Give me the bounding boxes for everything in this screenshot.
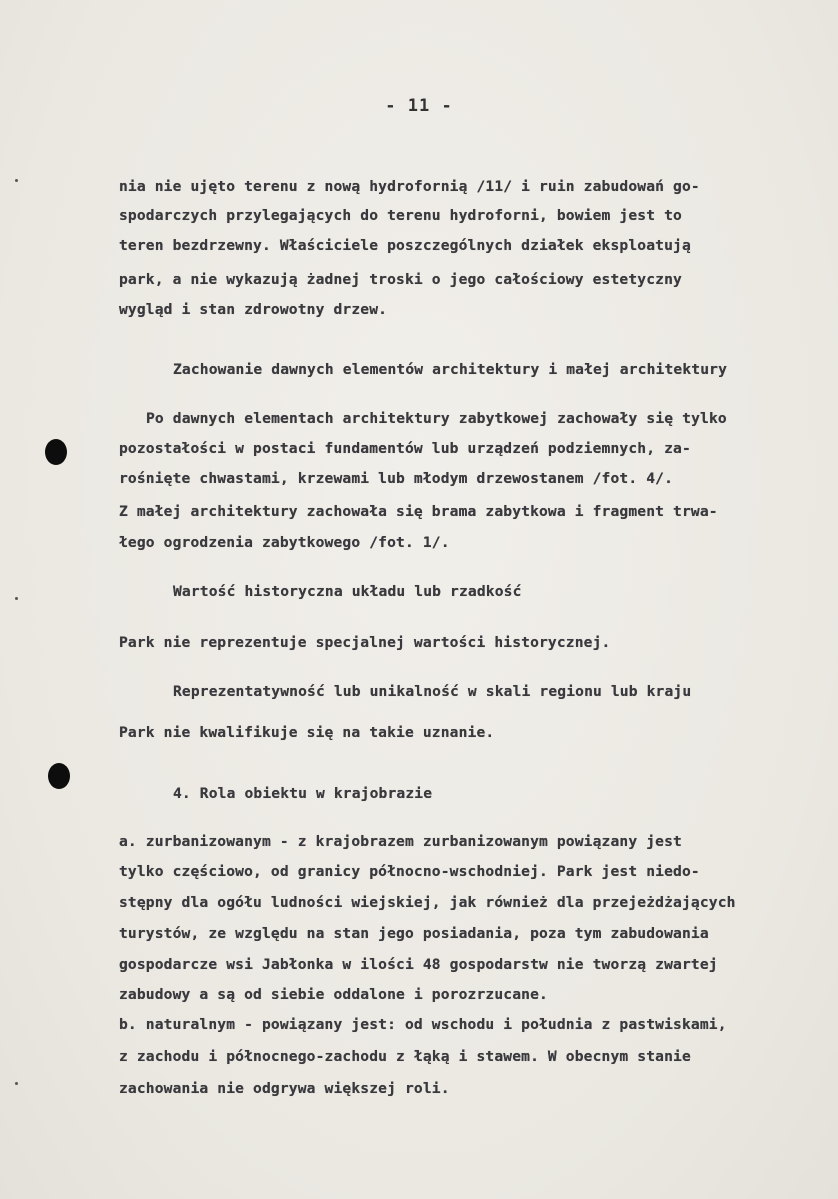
margin-dot [15, 1082, 18, 1085]
punch-hole-bottom [48, 763, 70, 789]
page-number: - 11 - [385, 96, 453, 116]
margin-dot [15, 179, 18, 182]
text-line: gospodarcze wsi Jabłonka w ilości 48 gospodarstw nie tworzą zwartej [119, 956, 718, 973]
text-line: nia nie ujęto terenu z nową hydrofornią /11/ i ruin zabudowań go- [119, 178, 700, 195]
section-heading: Zachowanie dawnych elementów architektury i małej architektury [173, 361, 728, 378]
section-heading: Wartość historyczna układu lub rzadkość [173, 583, 522, 600]
text-line: teren bezdrzewny. Właściciele poszczególnych działek eksploatują [119, 237, 691, 254]
text-line: z zachodu i północnego-zachodu z łąką i stawem. W obecnym stanie [119, 1048, 691, 1065]
section-heading: Reprezentatywność lub unikalność w skali regionu lub kraju [173, 683, 692, 700]
text-line: rośnięte chwastami, krzewami lub młodym drzewostanem /fot. 4/. [119, 470, 674, 487]
section-heading: 4. Rola obiektu w krajobrazie [173, 785, 433, 802]
text-line: b. naturalnym - powiązany jest: od wschodu i południa z pastwiskami, [119, 1016, 727, 1033]
text-line: stępny dla ogółu ludności wiejskiej, jak również dla przejeżdżających [119, 894, 736, 911]
text-line: Po dawnych elementach architektury zabytkowej zachowały się tylko [146, 410, 727, 427]
text-line: park, a nie wykazują żadnej troski o jego całościowy estetyczny [119, 271, 682, 288]
margin-dot [15, 597, 18, 600]
text-line: spodarczych przylegających do terenu hydroforni, bowiem jest to [119, 207, 682, 224]
text-line: zabudowy a są od siebie oddalone i porozrzucane. [119, 986, 548, 1003]
text-line: turystów, ze względu na stan jego posiadania, poza tym zabudowania [119, 925, 709, 942]
text-line: pozostałości w postaci fundamentów lub urządzeń podziemnych, za- [119, 440, 691, 457]
text-line: Park nie kwalifikuje się na takie uznanie. [119, 724, 495, 741]
text-line: Park nie reprezentuje specjalnej wartości historycznej. [119, 634, 611, 651]
text-line: wygląd i stan zdrowotny drzew. [119, 301, 388, 318]
text-line: tylko częściowo, od granicy północno-wschodniej. Park jest niedo- [119, 863, 700, 880]
punch-hole-top [45, 439, 67, 465]
text-line: zachowania nie odgrywa większej roli. [119, 1080, 450, 1097]
text-line: łego ogrodzenia zabytkowego /fot. 1/. [119, 534, 450, 551]
text-line: a. zurbanizowanym - z krajobrazem zurbanizowanym powiązany jest [119, 833, 682, 850]
text-line: Z małej architektury zachowała się brama zabytkowa i fragment trwa- [119, 503, 718, 520]
